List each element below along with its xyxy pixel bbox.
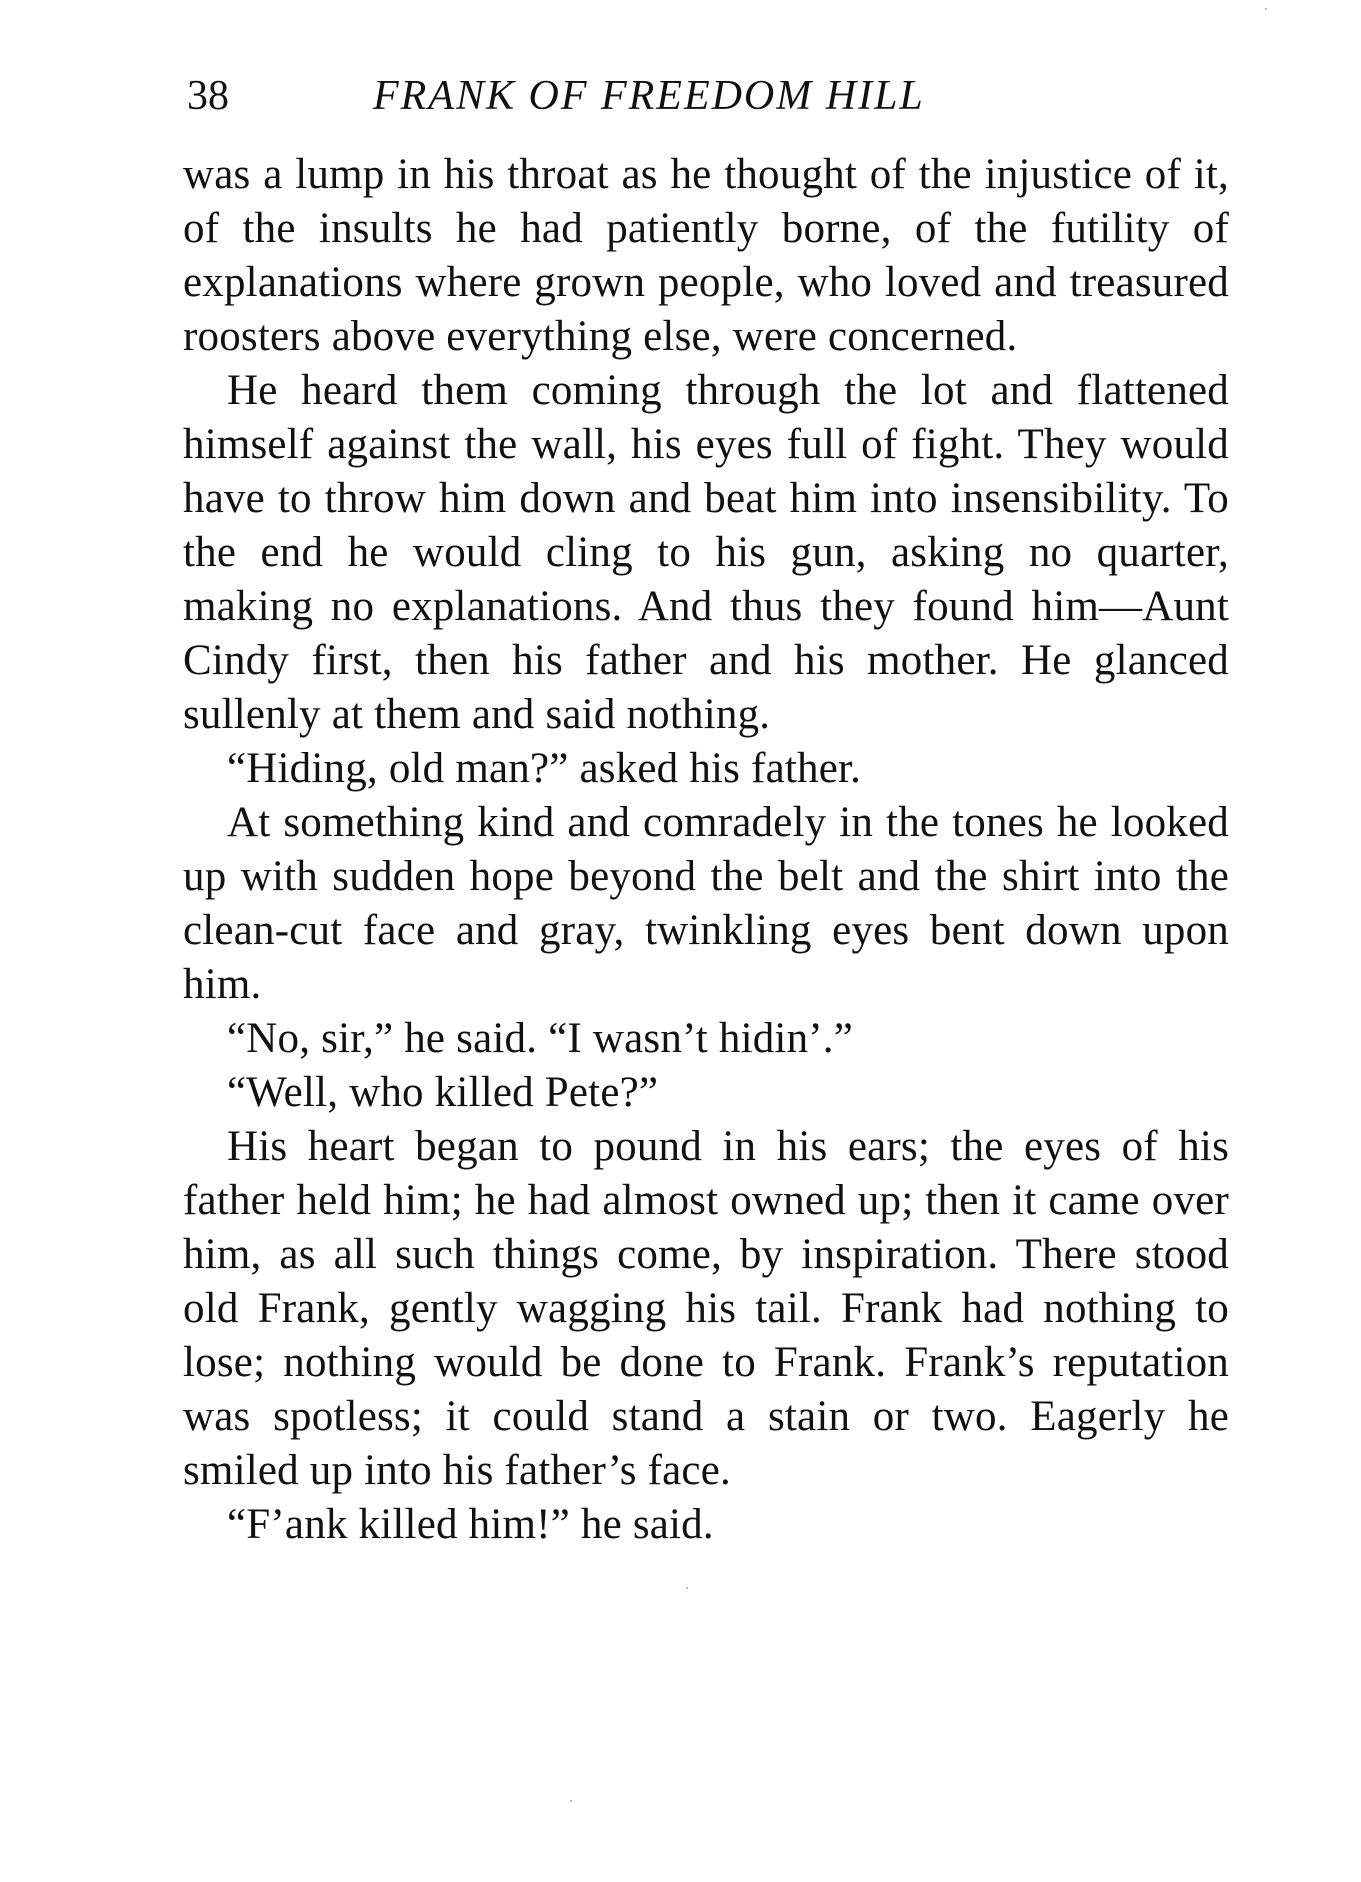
paragraph: His heart began to pound in his ears; the eyes of his father held him; he had almost owned up; then it came over him, as all such things come, by inspiration. There stood old Frank, gently wagging his tail. Frank had nothing to lose; nothing would be done to Frank. Frank’s reputation was spotless; it could stand a stain or two. Eagerly he smiled up into his father’s face.	[183, 1123, 1229, 1494]
body-text	[183, 148, 1229, 1552]
paper-speck	[570, 1800, 572, 1802]
running-title: FRANK OF FREEDOM HILL	[373, 73, 925, 119]
paper-speck	[1265, 8, 1267, 10]
page-number: 38	[187, 73, 229, 119]
paragraph-dialogue: “No, sir,” he said. “I wasn’t hidin’.”	[227, 1015, 854, 1062]
paper-speck	[686, 1587, 688, 1589]
paragraph: At something kind and comradely in the tones he looked up with sudden hope beyond the belt and the shirt into the clean-cut face and gray, twinkling eyes bent down upon him.	[183, 799, 1229, 1008]
paragraph-dialogue: “Well, who killed Pete?”	[227, 1069, 659, 1116]
paragraph-dialogue: “F’ank killed him!” he said.	[227, 1501, 714, 1548]
paragraph: He heard them coming through the lot and flattened himself against the wall, his eyes full of fight. They would have to throw him down and beat him into insensibility. To the end he would cling to his gun, asking no quarter, making no explanations. And thus they found him—Aunt Cindy first, then his father and his mother. He glanced sullenly at them and said nothing.	[183, 367, 1229, 738]
running-head	[187, 66, 1055, 126]
paragraph-dialogue: “Hiding, old man?” asked his father.	[227, 745, 862, 792]
paragraph-continued: was a lump in his throat as he thought of the injustice of it, of the insults he had patiently borne, of the futility of explanations where grown people, who loved and treasured roosters above everything else, were concerned.	[183, 151, 1229, 360]
